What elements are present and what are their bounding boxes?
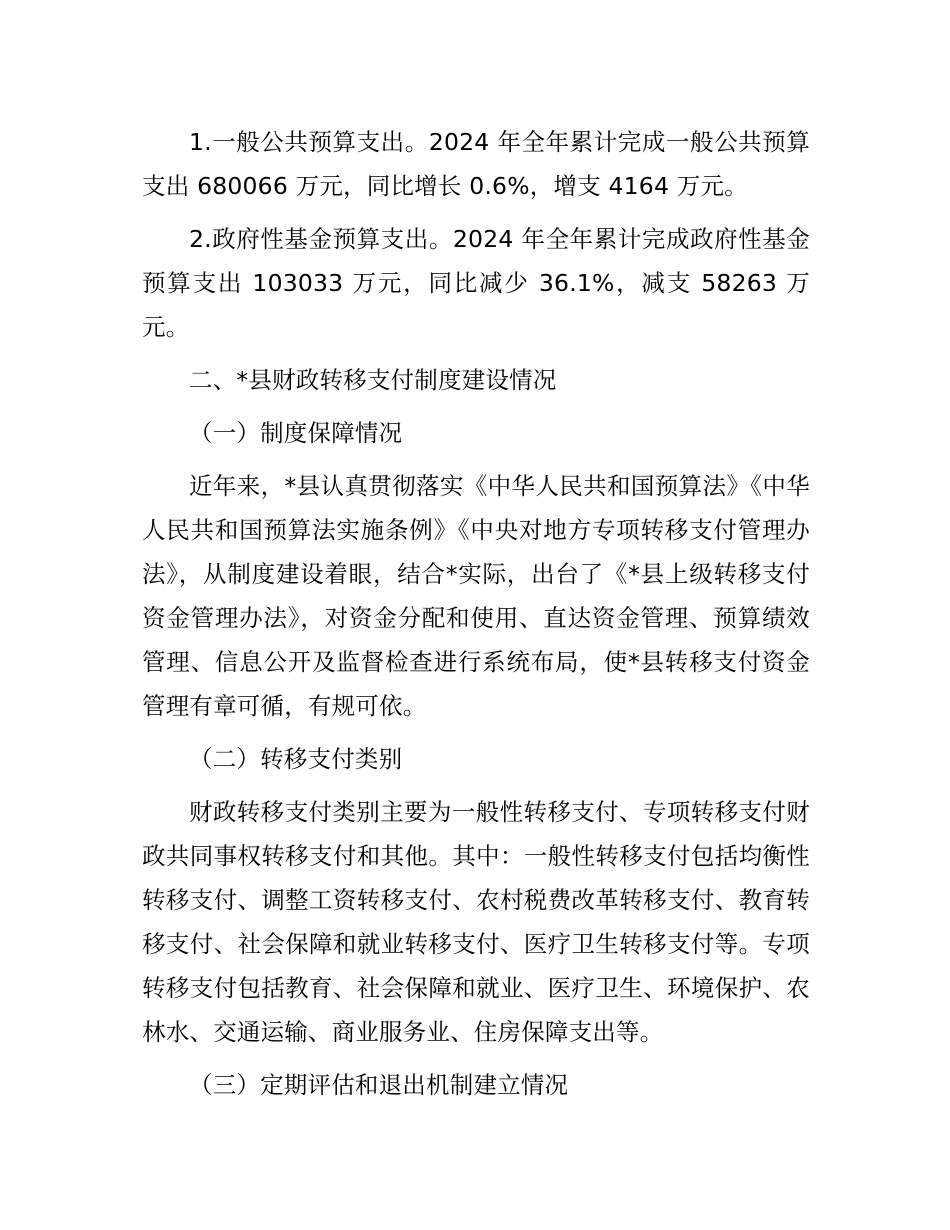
paragraph-fund-budget-expenditure: 2.政府性基金预算支出。2024 年全年累计完成政府性基金预算支出 103033 万元，同比减少 36.1%，减支 58263 万元。: [142, 225, 810, 341]
paragraph-institutional-guarantee: 近年来，*县认真贯彻落实《中华人民共和国预算法》《中华人民共和国预算法实施条例》《中央对地方专项转移支付管理办法》，从制度建设着眼，结合*实际，出台了《*县上级转移支付资金管理办法》，对资金分配和使用、直达资金管理、预算绩效管理、信息公开及监督检查进行系统布局，使*县转移支付资金管理有章可循，有规可依。: [142, 472, 810, 720]
section-heading-transfer-payment-system: 二、*县财政转移支付制度建设情况: [189, 366, 557, 394]
subheading-evaluation-exit-mechanism: （三）定期评估和退出机制建立情况: [189, 1071, 569, 1099]
paragraph-transfer-payment-categories: 财政转移支付类别主要为一般性转移支付、专项转移支付财政共同事权转移支付和其他。其中：一般性转移支付包括均衡性转移支付、调整工资转移支付、农村税费改革转移支付、教育转移支付、社会保障和就业转移支付、医疗卫生转移支付等。专项转移支付包括教育、社会保障和就业、医疗卫生、环境保护、农林水、交通运输、商业服务业、住房保障支出等。: [142, 798, 810, 1046]
paragraph-general-budget-expenditure: 1.一般公共预算支出。2024 年全年累计完成一般公共预算支出 680066 万元，同比增长 0.6%，增支 4164 万元。: [142, 128, 810, 200]
document-body: [142, 120, 810, 1107]
subheading-institutional-guarantee: （一）制度保障情况: [189, 419, 403, 447]
subheading-transfer-payment-categories: （二）转移支付类别: [189, 745, 403, 773]
